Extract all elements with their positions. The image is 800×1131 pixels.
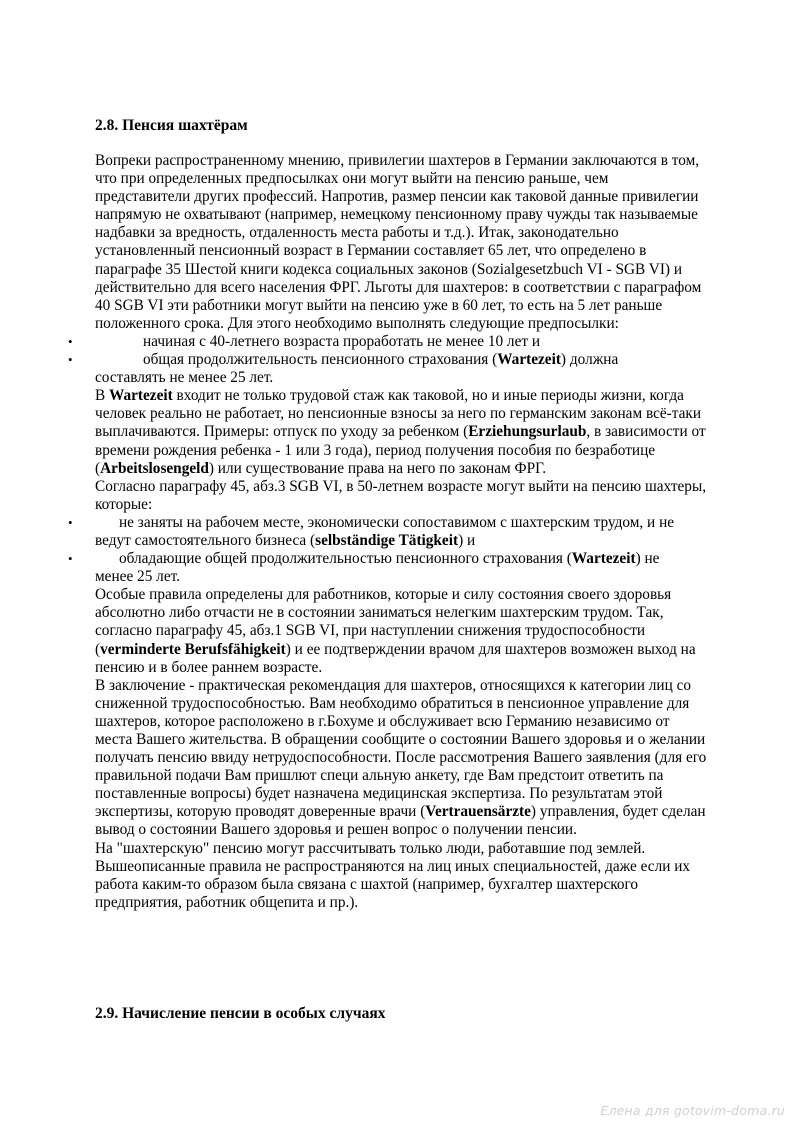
paragraph-underground: На "шахтерскую" пенсию могут рассчитывать только люди, работавшие под землей. Вышеописанные правила не распространяются на лиц иных специальностей, даже если их работа каким-то образом была связана с шахтой (например, бухгалтер шахтерского предприятия, работник общепита и пр.).: [95, 839, 691, 911]
paragraph-special-rules: Особые правила определены для работников, которые и силу состояния своего здоровья абсолютно либо отчасти не в состоянии заниматься нелегким шахтерским трудом. Так, согласно параграфу 45, абз.1 SGB VI, при наступлении снижения трудоспособности (verminderte Berufsfähigkeit) и ее подтверждении врачом для шахтеров возможен выход на пенсию и в более раннем возрасте.: [95, 586, 696, 676]
term-wartezeit: Wartezeit: [497, 351, 561, 369]
bullet-item-4: • обладающие общей продолжительностью пенсионного страхования (Wartezeit) не менее 25 лет.: [95, 550, 707, 586]
section-heading-2-9: 2.9. Начисление пенсии в особых случаях: [95, 1005, 386, 1022]
paragraph-wartezeit: В Wartezeit входит не только трудовой стаж как таковой, но и иные периоды жизни, когда человек реально не работает, но пенсионные взносы за него по германским законам всё-таки выплачиваются. Примеры: отпуск по уходу за ребенком (Erziehungsurlaub, в зависимости от времени рождения ребенка - 1 или 3 года), период получения пособия по безработице (Arbeitslosengeld) или существование права на него по законам ФРГ.: [95, 387, 706, 477]
paragraph-intro: Вопреки распространенному мнению, привилегии шахтеров в Германии заключаются в том, что при определенных предпосылках они могут выйти на пенсию раньше, чем представители других профессий. Напротив, размер пенсии как таковой данные привилегии напрямую не охватывают (например, немецкому пенсионному праву чужды так называемые надбавки за вредность, отдаленность места работы и т.д.). Итак, законодательно установленный пенсионный возраст в Германии составляет 65 лет, что определено в параграфе 35 Шестой книги кодекса социальных законов (Sozialgesetzbuch VI - SGB VI) и действительно для всего населения ФРГ. Льготы для шахтеров: в соответствии с параграфом 40 SGB VI эти работники могут выйти на пенсию уже в 60 лет, то есть на 5 лет раньше положенного срока. Для этого необходимо выполнять следующие предпосылки:: [95, 152, 702, 332]
bullet-item-1: • начиная с 40-летнего возраста проработать не менее 10 лет и: [95, 333, 707, 351]
bullet-item-3: • не заняты на рабочем месте, экономически сопоставимом с шахтерским трудом, и не ведут самостоятельного бизнеса (selbständige Tätigkeit) и: [95, 514, 707, 550]
document-body: [95, 152, 707, 912]
bullet-item-2: • общая продолжительность пенсионного страхования (Wartezeit) должна составлять не менее 25 лет.: [95, 351, 707, 387]
section-heading-2-8: 2.8. Пенсия шахтёрам: [95, 117, 248, 134]
paragraph-abs3: Согласно параграфу 45, абз.3 SGB VI, в 50-летнем возрасте могут выйти на пенсию шахтеры, которые:: [95, 477, 707, 513]
paragraph-recommendation: В заключение - практическая рекомендация для шахтеров, относящихся к категории лиц со сниженной трудоспособностью. Вам необходимо обратиться в пенсионное управление для шахтеров, которое расположено в г.Бохуме и обслуживает всю Германию независимо от места Вашего жительства. В обращении сообщите о состоянии Вашего здоровья и о желании получать пенсию ввиду нетрудоспособности. После рассмотрения Вашего заявления (для его правильной подачи Вам пришлют специ альную анкету, где Вам предстоит ответить па поставленные вопросы) будет назначена медицинская экспертиза. По результатам этой экспертизы, которую проводят доверенные врачи (Vertrauensärzte) управления, будет сделан вывод о состоянии Вашего здоровья и решен вопрос о получении пенсии.: [95, 676, 707, 839]
watermark: Елена для gotovim-doma.ru: [600, 1103, 785, 1118]
